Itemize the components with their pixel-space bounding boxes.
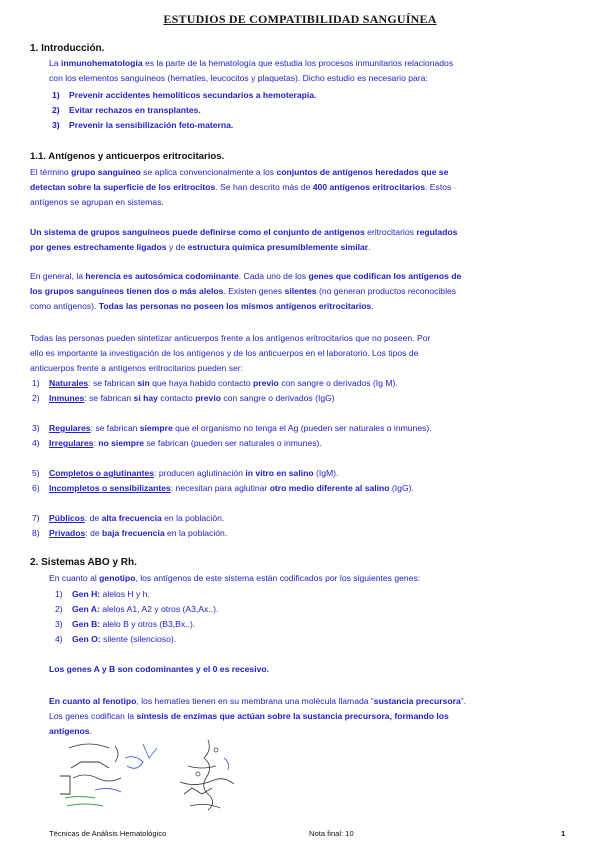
list-item: 2) Evitar rechazos en transplantes.	[52, 105, 201, 115]
codominance-statement: Los genes A y B son codominantes y el 0 es recesivo.	[49, 664, 270, 674]
list-item: 3) Prevenir la sensibilización feto-materna.	[52, 120, 234, 130]
gene-item: 4) Gen O: silente (silencioso).	[55, 634, 177, 644]
antibody-type-item: 5) Completos o aglutinantes: producen aglutinación in vitro en salino (IgM).	[32, 468, 339, 478]
intro-paragraph: La inmunohematología es la parte de la hematología que estudia los procesos inmunitarios relacionados con los elementos sanguíneos (hematíes, leucocitos y plaquetas). Dicho estudio es necesario para:	[49, 58, 454, 83]
paragraph-genotipo: En cuanto al genotipo, los antígenos de este sistema están codificados por los siguientes genes:	[49, 573, 421, 583]
section-heading-sistemas: 2. Sistemas ABO y Rh.	[30, 557, 137, 568]
gene-item: 1) Gen H: alelos H y h.	[55, 589, 150, 599]
footer-course: Técnicas de Análisis Hematológico	[49, 829, 167, 838]
antibody-type-item: 1) Naturales: se fabrican sin que haya habido contacto previo con sangre o derivados (Ig M).	[32, 378, 398, 388]
section-heading-antigenos: 1.1. Antígenos y anticuerpos eritrocitarios.	[30, 151, 225, 162]
antibody-type-item: 2) Inmunes: se fabrican si hay contacto previo con sangre o derivados (IgG)	[32, 393, 335, 403]
gene-item: 2) Gen A: alelos A1, A2 y otros (A3,Ax..).	[55, 604, 219, 614]
paragraph-sistema: Un sistema de grupos sanguíneos puede definirse como el conjunto de antígenos eritrocitarios regulados por genes estrechamente ligados y de estructura química presumiblemente similar.	[30, 227, 458, 252]
antibody-type-item: 7) Públicos: de alta frecuencia en la población.	[32, 513, 225, 523]
antibody-type-item: 4) Irregulares: no siempre se fabrican (pueden ser naturales o inmunes).	[32, 438, 322, 448]
list-item: 1) Prevenir accidentes hemolíticos secundarios a hemoterapia.	[52, 90, 317, 100]
paragraph-herencia: En general, la herencia es autosómica codominante. Cada uno de los genes que codifican los antígenos de los grupos sanguíneos tienen dos o más alelos. Existen genes silentes (no generan productos reconocibles como antígenos). Todas las personas no poseen los mismos antígenos eritrocitarios.	[30, 271, 462, 311]
paragraph-anticuerpos: Todas las personas pueden sintetizar anticuerpos frente a los antígenos eritrocitarios que no poseen. Por ello es importante la investigación de los antígenos y de los anticuerpos en el laboratorio. Los tipos de anticuerpos frente a antígenos eritrocitarios pueden ser:	[30, 333, 431, 373]
document-title: ESTUDIOS DE COMPATIBILIDAD SANGUÍNEA	[163, 12, 437, 26]
paragraph-fenotipo: En cuanto al fenotipo, los hematíes tienen en su membrana una molécula llamada “sustancia precursora”. Los genes codifican la síntesis de enzimas que actúan sobre la sustancia precursora, formando los antígenos.	[49, 696, 466, 736]
page-number: 1	[561, 829, 566, 838]
footer-grade: Nota final: 10	[309, 829, 354, 838]
handwritten-sketch-left	[55, 738, 175, 810]
handwritten-sketch-right	[168, 736, 248, 814]
antibody-type-item: 3) Regulares: se fabrican siempre que el organismo no tenga el Ag (pueden ser naturales o inmunes).	[32, 423, 432, 433]
antibody-type-item: 6) Incompletos o sensibilizantes: necesitan para aglutinar otro medio diferente al salino (IgG).	[32, 483, 414, 493]
gene-item: 3) Gen B: alelo B y otros (B3,Bx..).	[55, 619, 196, 629]
paragraph-grupo-sanguineo: El término grupo sanguíneo se aplica convencionalmente a los conjuntos de antígenos heredados que se detectan sobre la superficie de los eritrocitos. Se han descrito más de 400 antígenos eritrocitarios. Estos antígenos se agrupan en sistemas.	[30, 167, 452, 207]
antibody-type-item: 8) Privados: de baja frecuencia en la población.	[32, 528, 228, 538]
section-heading-introduccion: 1. Introducción.	[30, 43, 105, 54]
